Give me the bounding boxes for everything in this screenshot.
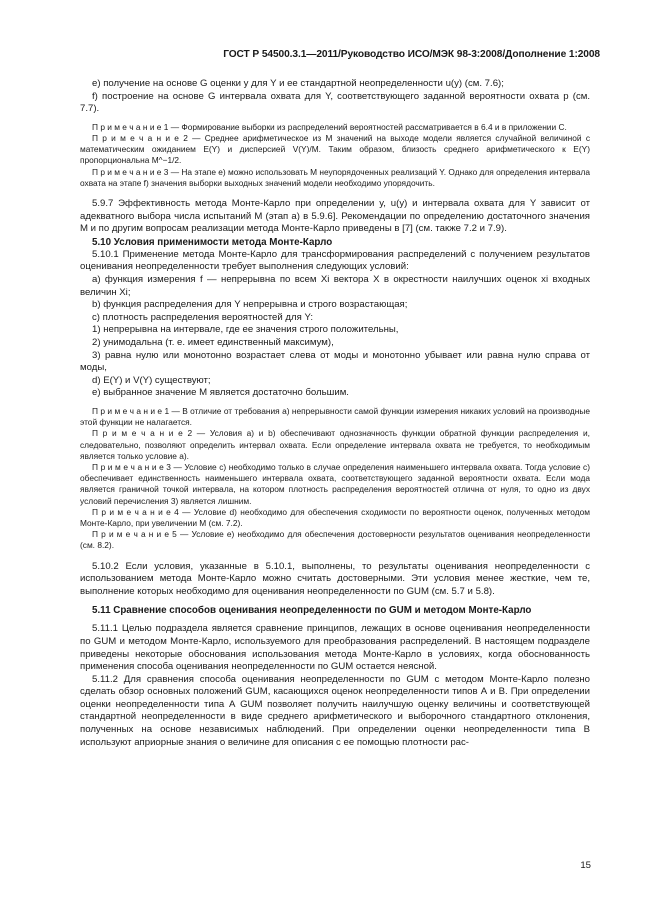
note: П р и м е ч а н и е 3 — Условие с) необходимо только в случае определения наименьшего интервала охвата. Тогда условие с) обеспечивает единственность наименьшего интервала охвата, соответствующего заданной вероятности охвата. Если мода является граничной точкой интервала, на котором плотность распределения вероятностей отлична от нуля, то одно из двух условий перечисления 3) является лишним. <box>80 461 590 506</box>
list-item: 1) непрерывна на интервале, где ее значения строго положительны, <box>92 324 399 336</box>
list-item: a) функция измерения f — непрерывна по всем Xi вектора X в окрестности наилучших оценок xi входных величин Xi; <box>80 273 590 298</box>
running-header: ГОСТ Р 54500.3.1—2011/Руководство ИСО/МЭК 98-3:2008/Дополнение 1:2008 <box>223 49 600 60</box>
section-heading: 5.11 Сравнение способов оценивания неопределенности по GUM и методом Монте-Карло <box>92 605 532 617</box>
list-item: 3) равна нулю или монотонно возрастает слева от моды и монотонно убывает или равна нулю справа от моды, <box>80 349 590 374</box>
paragraph: 5.9.7 Эффективность метода Монте-Карло при определении y, u(y) и интервала охвата для Y зависит от адекватного выбора числа испытаний M (этап а) в 5.9.6]. Рекомендации по определению достаточного значения M и по другим вопросам реализации метода Монте-Карло приведены в [7] (см. также 7.2 и 7.9). <box>80 198 590 235</box>
notes-group <box>80 122 590 189</box>
list-item: 2) унимодальна (т. е. имеет единственный максимум), <box>92 336 334 348</box>
note: П р и м е ч а н и е 2 — Среднее арифметическое из M значений на выходе модели является случайной величиной с математическим ожиданием E(Y) и дисперсией V(Y)/M. Таким образом, близость среднего арифметического к E(Y) пропорциональна M^−1/2. <box>80 132 590 166</box>
notes-group <box>80 406 590 552</box>
paragraph: 5.11.1 Целью подраздела является сравнение принципов, лежащих в основе оценивания неопределенности по GUM и методом Монте-Карло, используемого для преобразования распределений. В настоящем подразделе приведены некоторые обоснования использования метода Монте-Карло в условиях, когда обоснованность применения способа оценивания неопределенности по GUM остается неясной. <box>80 623 590 673</box>
note: П р и м е ч а н и е 1 — Формирование выборки из распределений вероятностей рассматривается в 6.4 и в приложении С. <box>92 121 567 132</box>
section-heading: 5.10 Условия применимости метода Монте-Карло <box>92 236 333 248</box>
paragraph: 5.10.1 Применение метода Монте-Карло для трансформирования распределений с получением результатов оценивания неопределенности требует выполнения следующих условий: <box>80 248 590 273</box>
list-item: e) выбранное значение M является достаточно большим. <box>92 387 349 399</box>
note: П р и м е ч а н и е 3 — На этапе е) можно использовать M неупорядоченных реализаций Y. Однако для определения интервала охвата на этапе f) значения выборки выходных значений модели необходимо упорядочить. <box>80 166 590 188</box>
note: П р и м е ч а н и е 1 — В отличие от требования а) непрерывности самой функции измерения никаких условий на производные этой функции не налагается. <box>80 405 590 428</box>
note: П р и м е ч а н и е 5 — Условие е) необходимо для обеспечения достоверности результатов оценивания неопределенности (см. 8.2). <box>80 529 590 551</box>
note: П р и м е ч а н и е 2 — Условия а) и b) обеспечивают однозначность функции обратной функции распределения и, следовательно, позволяют определить интервал охвата. Если определение интервала охвата не требуется, то необходимым является только условие а). <box>80 428 590 461</box>
list-item: d) E(Y) и V(Y) существуют; <box>92 374 211 386</box>
paragraph: 5.10.2 Если условия, указанные в 5.10.1, выполнены, то результаты оценивания неопределенности с использованием метода Монте-Карло можно считать достоверными. Эти условия менее жесткие, чем те, выполнение которых необходимо для оценивания неопределенности по GUM (см. 5.7 и 5.8). <box>80 560 590 597</box>
page-body <box>80 78 590 749</box>
paragraph: 5.11.2 Для сравнения способа оценивания неопределенности по GUM с методом Монте-Карло полезно сделать обзор основных положений GUM, касающихся оценок неопределенности типов А и В. При определении оценки неопределенности типа А GUM позволяет получить наилучшую оценку величины и соответствующей стандартной неопределенности в виде среднего арифметического и выборочного стандартного отклонения, полученных на основе независимых наблюдений. При определении оценки неопределенности типа В используют априорные знания о величине для описания с ее помощью плотности рас- <box>80 673 590 748</box>
note: П р и м е ч а н и е 4 — Условие d) необходимо для обеспечения сходимости по вероятности оценок, полученных методом Монте-Карло, при увеличении M (см. 7.2). <box>80 506 590 528</box>
paragraph: е) получение на основе G оценки y для Y и ее стандартной неопределенности u(y) (см. 7.6); <box>92 78 504 89</box>
paragraph: f) построение на основе G интервала охвата для Y, соответствующего заданной вероятности охвата p (см. 7.7). <box>80 90 590 115</box>
list-item: c) плотность распределения вероятностей для Y: <box>92 311 314 323</box>
page-number: 15 <box>580 860 591 871</box>
list-item: b) функция распределения для Y непрерывна и строго возрастающая; <box>92 299 408 311</box>
